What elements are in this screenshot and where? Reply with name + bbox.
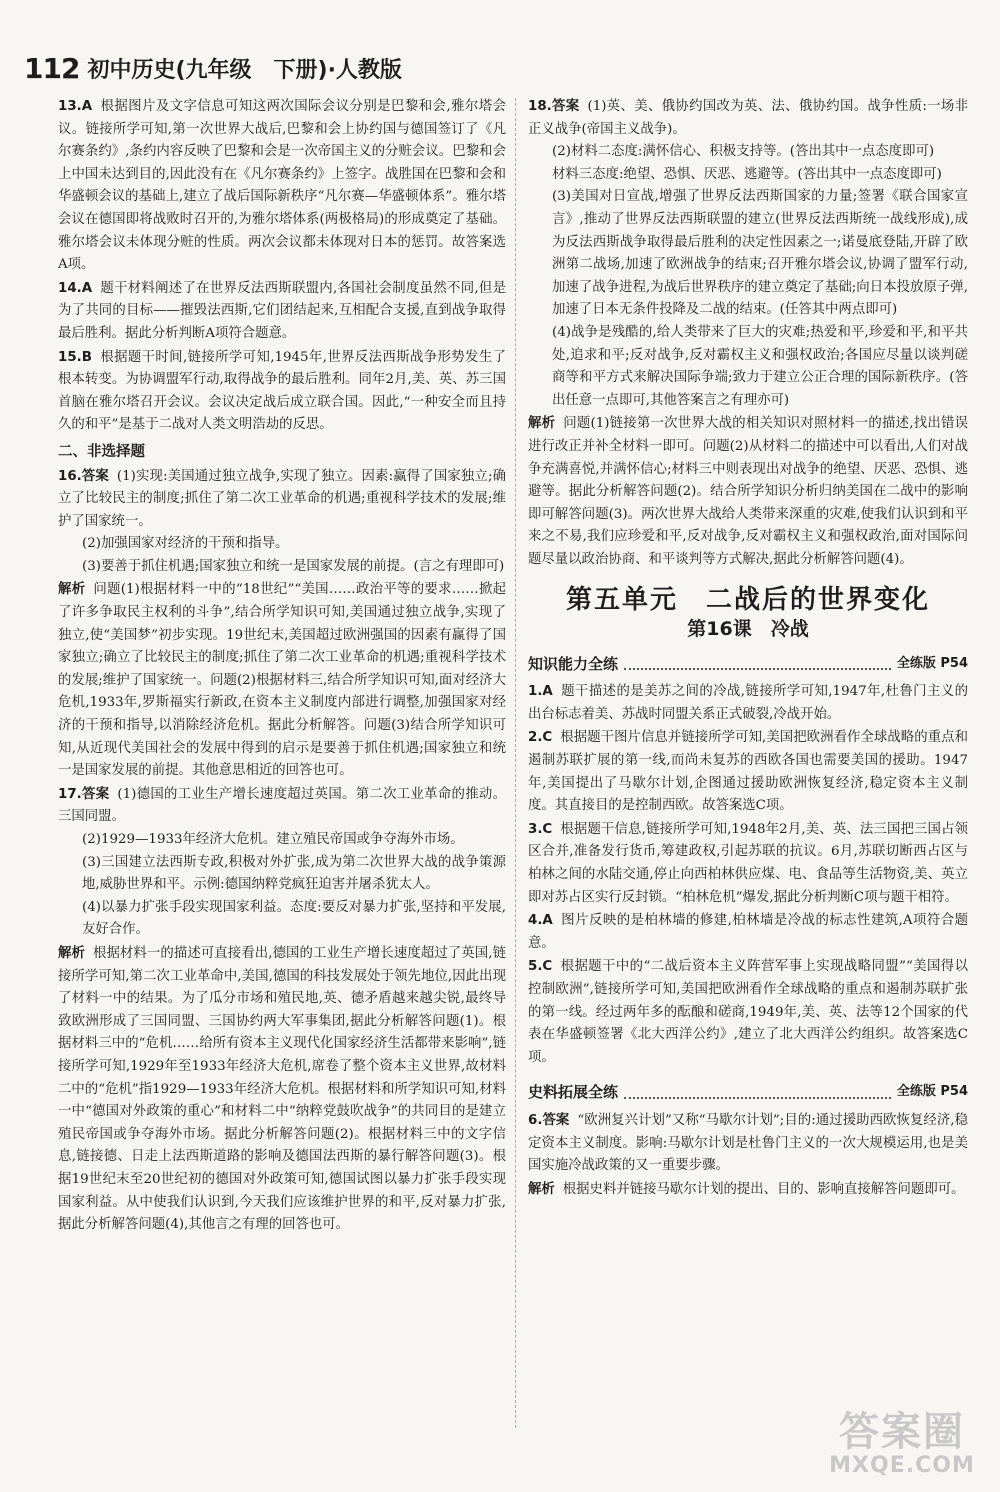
section-bar-sources	[528, 1081, 968, 1104]
answer-line	[58, 466, 506, 534]
answer-label: 14.A	[58, 280, 93, 296]
answer-label: 解析	[58, 582, 86, 598]
answer-text: 根据题干中的“二战后资本主义阵营军事上实现战略同盟”“美国得以控制欧洲”,链接所学可知,美国把欧洲看作全球战略的重点和遏制苏联扩张的第一线。经过两年多的酝酿和磋商,1949年,美、英、法等12个国家的代表在华盛顿签署《北大西洋公约》,建立了北大西洋公约组织。故答案选C项。	[528, 959, 968, 1065]
answer-line	[528, 681, 968, 726]
answer-line	[528, 956, 968, 1069]
section-knowledge-items	[528, 681, 968, 1069]
watermark-top: 答案圈	[839, 1409, 965, 1455]
section-name: 知识能力全练	[528, 654, 619, 673]
answer-item	[528, 1110, 968, 1178]
answer-line	[528, 1179, 968, 1202]
answer-line	[58, 784, 506, 829]
unit-title: 第五单元 二战后的世界变化	[565, 585, 930, 616]
answer-text: 题干材料阐述了在世界反法西斯联盟内,各国社会制度虽然不同,但是为了共同的目标——摧毁法西斯,它们团结起来,互相配合支援,直到战争取得最后胜利。据此分析判断A项符合题意。	[58, 280, 506, 341]
answer-text: 根据题干图片信息并链接所学可知,美国把欧洲看作全球战略的重点和遏制苏联扩展的第一线,而尚未复苏的西欧各国也需要美国的援助。1947年,美国提出了马歇尔计划,企图通过援助欧洲恢复经济,稳定资本主义制度。其直接目的是控制西欧。故答案选C项。	[528, 730, 968, 814]
answer-item	[528, 956, 968, 1069]
answer-item	[58, 466, 506, 579]
answer-label: 5.C	[528, 959, 553, 975]
answer-item	[528, 1179, 968, 1202]
book-title: 初中历史(九年级 下册)·人教版	[87, 57, 402, 83]
answer-line	[528, 910, 968, 955]
answer-text: 图片反映的是柏林墙的修建,柏林墙是冷战的标志性建筑,A项符合题意。	[528, 913, 968, 951]
answer-label: 4.A	[528, 913, 553, 929]
answer-label: 1.A	[528, 684, 553, 700]
answer-subpart: (3)要善于抓住机遇;国家独立和统一是国家发展的前提。(言之有理即可)	[82, 558, 505, 574]
answer-label: 3.C	[528, 821, 553, 837]
answer-line	[528, 96, 968, 141]
answer-line	[528, 727, 968, 817]
answer-label: 解析	[528, 416, 556, 432]
right-column-answers	[528, 96, 968, 571]
answer-label: 15.B	[58, 349, 92, 365]
answer-label: 18.答案	[528, 99, 580, 114]
section-ref: 全练版 P54	[896, 655, 968, 671]
answer-subpart: (3)三国建立法西斯专政,积极对外扩张,成为第二次世界大战的战争策源地,威胁世界和平。示例:德国纳粹党疯狂迫害并屠杀犹太人。	[82, 854, 506, 893]
section-heading: 二、非选择题	[58, 443, 145, 460]
answer-line	[528, 819, 968, 909]
answer-subpart: (4)以暴力扩张手段实现国家利益。态度:要反对暴力扩张,坚持和平发展,友好合作。	[82, 899, 506, 938]
answer-label: 6.答案	[528, 1112, 570, 1128]
section-bar-knowledge	[528, 653, 968, 676]
answer-text: 根据图片及文字信息可知这两次国际会议分别是巴黎和会,雅尔塔会议。链接所学可知,第一次世界大战后,巴黎和会上协约国与德国签订了《凡尔赛条约》,条约内容反映了巴黎和会是一次帝国主义的分赃会议。巴黎和会上中国未达到目的,因此没有在《凡尔赛条约》上签字。战胜国在巴黎和会和华盛顿会议的基础上,建立了战后国际新秩序“凡尔赛—华盛顿体系”。雅尔塔会议在德国即将战败时召开的,为雅尔塔体系(两极格局)的形成奠定了基础。雅尔塔会议未体现分赃的性质。两次会议都未体现对日本的惩罚。故答案选A项。	[58, 99, 506, 273]
answer-line	[58, 278, 506, 346]
answer-label: 解析	[528, 1181, 555, 1197]
answer-text: 根据材料一的描述可直接看出,德国的工业生产增长速度超过了英国,链接所学可知,第二次工业革命中,美国,德国的科技发展处于领先地位,因此出现了材料一中的结果。为了瓜分市场和殖民地,英、德矛盾越来越尖锐,最终导致欧洲形成了三国同盟、三国协约两大军事集团,据此分析解答问题(1)。根据材料三中的“危机……给所有资本主义现代化国家经济生活都带来影响”,链接所学可知,1929年至1933年经济大危机,席卷了整个资本主义世界,故材料二中的“危机”指1929—1933年经济大危机。根据材料和所学知识可知,材料一中“德国对外政策的重心”和材料二中“纳粹党鼓吹战争”的共同目的是建立殖民帝国或争夺海外市场。据此分析解答问题(2)。根据材料三中的文字信息,链接德、日走上法西斯道路的影响及德国法西斯的暴行解答问题(3)。根据19世纪末至20世纪初的德国对外政策可知,德国试图以暴力扩张手段实现国家利益。从中使我们认识到,今天我们应该维护世界的和平,反对暴力扩张,据此分析解答问题(4),其他言之有理的回答也可。	[58, 945, 507, 1233]
answer-item	[58, 579, 506, 782]
answer-text: 题干描述的是美苏之间的冷战,链接所学可知,1947年,杜鲁门主义的出台标志着美、苏战时同盟关系正式破裂,冷战开始。	[528, 684, 968, 722]
answer-item	[528, 727, 968, 817]
dotted-leader	[624, 668, 891, 670]
answer-text: (1)英、美、俄协约国改为英、法、俄协约国。战争性质:一场非正义战争(帝国主义战争)。	[528, 99, 968, 137]
answer-subpart: (2)1929—1933年经济大危机。建立殖民帝国或争夺海外市场。	[82, 832, 464, 847]
watermark-bottom: MXQE.COM	[829, 1453, 975, 1478]
right-column	[528, 96, 968, 1202]
answer-line	[58, 579, 506, 782]
section-ref: 全练版 P54	[896, 1084, 968, 1100]
watermark-logo	[822, 1410, 982, 1482]
answer-subpart: (4)战争是残酷的,给人类带来了巨大的灾难;热爱和平,珍爱和平,和平共处,追求和平;反对战争,反对霸权主义和强权政治;各国应尽量以谈判磋商等和平方式来解决国际争端;致力于建立公正合理的国际新秩序。(答出任意一点即可,其他答案言之有理亦可)	[552, 324, 968, 408]
answer-line	[528, 413, 968, 571]
answer-text: “欧洲复兴计划”又称“马歇尔计划”;目的:通过援助西欧恢复经济,稳定资本主义制度。影响:马歇尔计划是杜鲁门主义的一次大规模运用,也是美国实施冷战政策的又一重要步骤。	[528, 1112, 969, 1174]
page-number: 112	[24, 51, 80, 85]
answer-label: 17.答案	[58, 786, 110, 802]
answer-line	[58, 943, 506, 1237]
lesson-title: 第16课 冷战	[687, 618, 809, 641]
answer-item	[58, 278, 506, 346]
dotted-leader	[624, 1097, 891, 1099]
answer-text: 问题(1)根据材料一中的“18世纪”“美国……政治平等的要求……掀起了许多争取民主权利的斗争”,结合所学知识可知,美国通过独立战争,实现了独立,使“美国梦”初步实现。19世纪末,美国超过欧洲强国的因素有赢得了国家独立;确立了比较民主的制度;抓住了第二次工业革命的机遇;重视科学技术的发展;维护了国家统一。问题(2)根据材料三,结合所学知识可知,面对经济大危机,1933年,罗斯福实行新政,在资本主义制度内部进行调整,加强国家对经济的干预和指导,以消除经济危机。据此分析解答。问题(3)结合所学知识可知,从近现代美国社会的发展中得到的启示是要善于抓住机遇;国家独立和统一是国家发展的前提。其他意思相近的回答也可。	[58, 582, 506, 779]
answer-item	[528, 819, 968, 909]
answer-item	[58, 943, 506, 1237]
answer-line	[528, 1110, 968, 1178]
left-column	[58, 96, 506, 1238]
answer-item	[58, 784, 506, 942]
column-divider	[515, 98, 516, 1428]
section-name: 史料拓展全练	[528, 1083, 619, 1102]
answer-label: 13.A	[58, 99, 93, 114]
answer-text: 根据题干信息,链接所学可知,1948年2月,美、英、法三国把三国占领区合并,准备发行货币,筹建政权,引起苏联的抗议。6月,苏联切断西占区与柏林之间的水陆交通,停止向西柏林供应煤、电、食品等生活物资,美、英立即对苏占区实行反封锁。“柏林危机”爆发,据此分析判断C项与题干相符。	[528, 821, 968, 905]
answer-label: 16.答案	[58, 468, 109, 484]
answer-subpart: (3)美国对日宣战,增强了世界反法西斯国家的力量;签署《联合国家宣言》,推动了世界反法西斯联盟的建立(世界反法西斯统一战线形成),成为反法西斯战争取得最后胜利的决定性因素之一;诺曼底登陆,开辟了欧洲第二战场,加速了欧洲战争的结束;召开雅尔塔会议,协调了盟军行动,加速了战争进程,为战后世界秩序的建立奠定了基础;向日本投放原子弹,加速了日本无条件投降及二战的结束。(任答其中两点即可)	[552, 189, 968, 318]
section-sources-items	[528, 1110, 968, 1201]
answer-label: 解析	[58, 945, 85, 961]
answer-item	[528, 681, 968, 726]
answer-text: 根据题干时间,链接所学可知,1945年,世界反法西斯战争形势发生了根本转变。为协调盟军行动,取得战争的最后胜利。同年2月,美、英、苏三国首脑在雅尔塔召开会议。会议决定战后成立联合国。因此,“一种安全而且持久的和平”是基于二战对人类文明浩劫的反思。	[58, 349, 506, 433]
answer-subpart: 材料三态度:绝望、恐惧、厌恶、逃避等。(答出其中一点态度即可)	[552, 166, 942, 182]
answer-item	[528, 96, 968, 412]
answer-text: (1)实现:美国通过独立战争,实现了独立。因素:赢得了国家独立;确立了比较民主的制度;抓住了第二次工业革命的机遇;重视科学技术的发展;维护了国家统一。	[58, 468, 506, 529]
answer-label: 2.C	[528, 730, 553, 746]
answer-item	[528, 910, 968, 955]
answer-text: 根据史料并链接马歇尔计划的提出、目的、影响直接解答问题即可。	[562, 1181, 965, 1197]
answer-line	[58, 347, 506, 437]
answer-item	[528, 413, 968, 571]
answer-item	[58, 347, 506, 437]
answer-text: 问题(1)链接第一次世界大战的相关知识对照材料一的描述,找出错误进行改正并补全材料一即可。问题(2)从材料二的描述中可以看出,人们对战争充满喜悦,并满怀信心;材料三中则表现出对战争的绝望、厌恶、恐惧、逃避等。据此分析解答问题(2)。结合所学知识分析归纳美国在二战中的影响即可解答问题(3)。两次世界大战给人类带来深重的灾难,使我们认识到和平来之不易,我们应珍爱和平,反对战争,反对霸权主义和强权政治,面对国际问题尽量以政治协商、和平谈判等方式解决,据此分析解答问题(4)。	[528, 416, 969, 567]
page-header	[24, 48, 976, 88]
answer-text: (1)德国的工业生产增长速度超过英国。第二次工业革命的推动。三国同盟。	[58, 786, 506, 825]
answer-subpart: (2)材料二态度:满怀信心、积极支持等。(答出其中一点态度即可)	[552, 144, 935, 160]
answer-line	[58, 96, 506, 277]
answer-subpart: (2)加强国家对经济的干预和指导。	[82, 536, 289, 552]
answer-item	[58, 96, 506, 277]
